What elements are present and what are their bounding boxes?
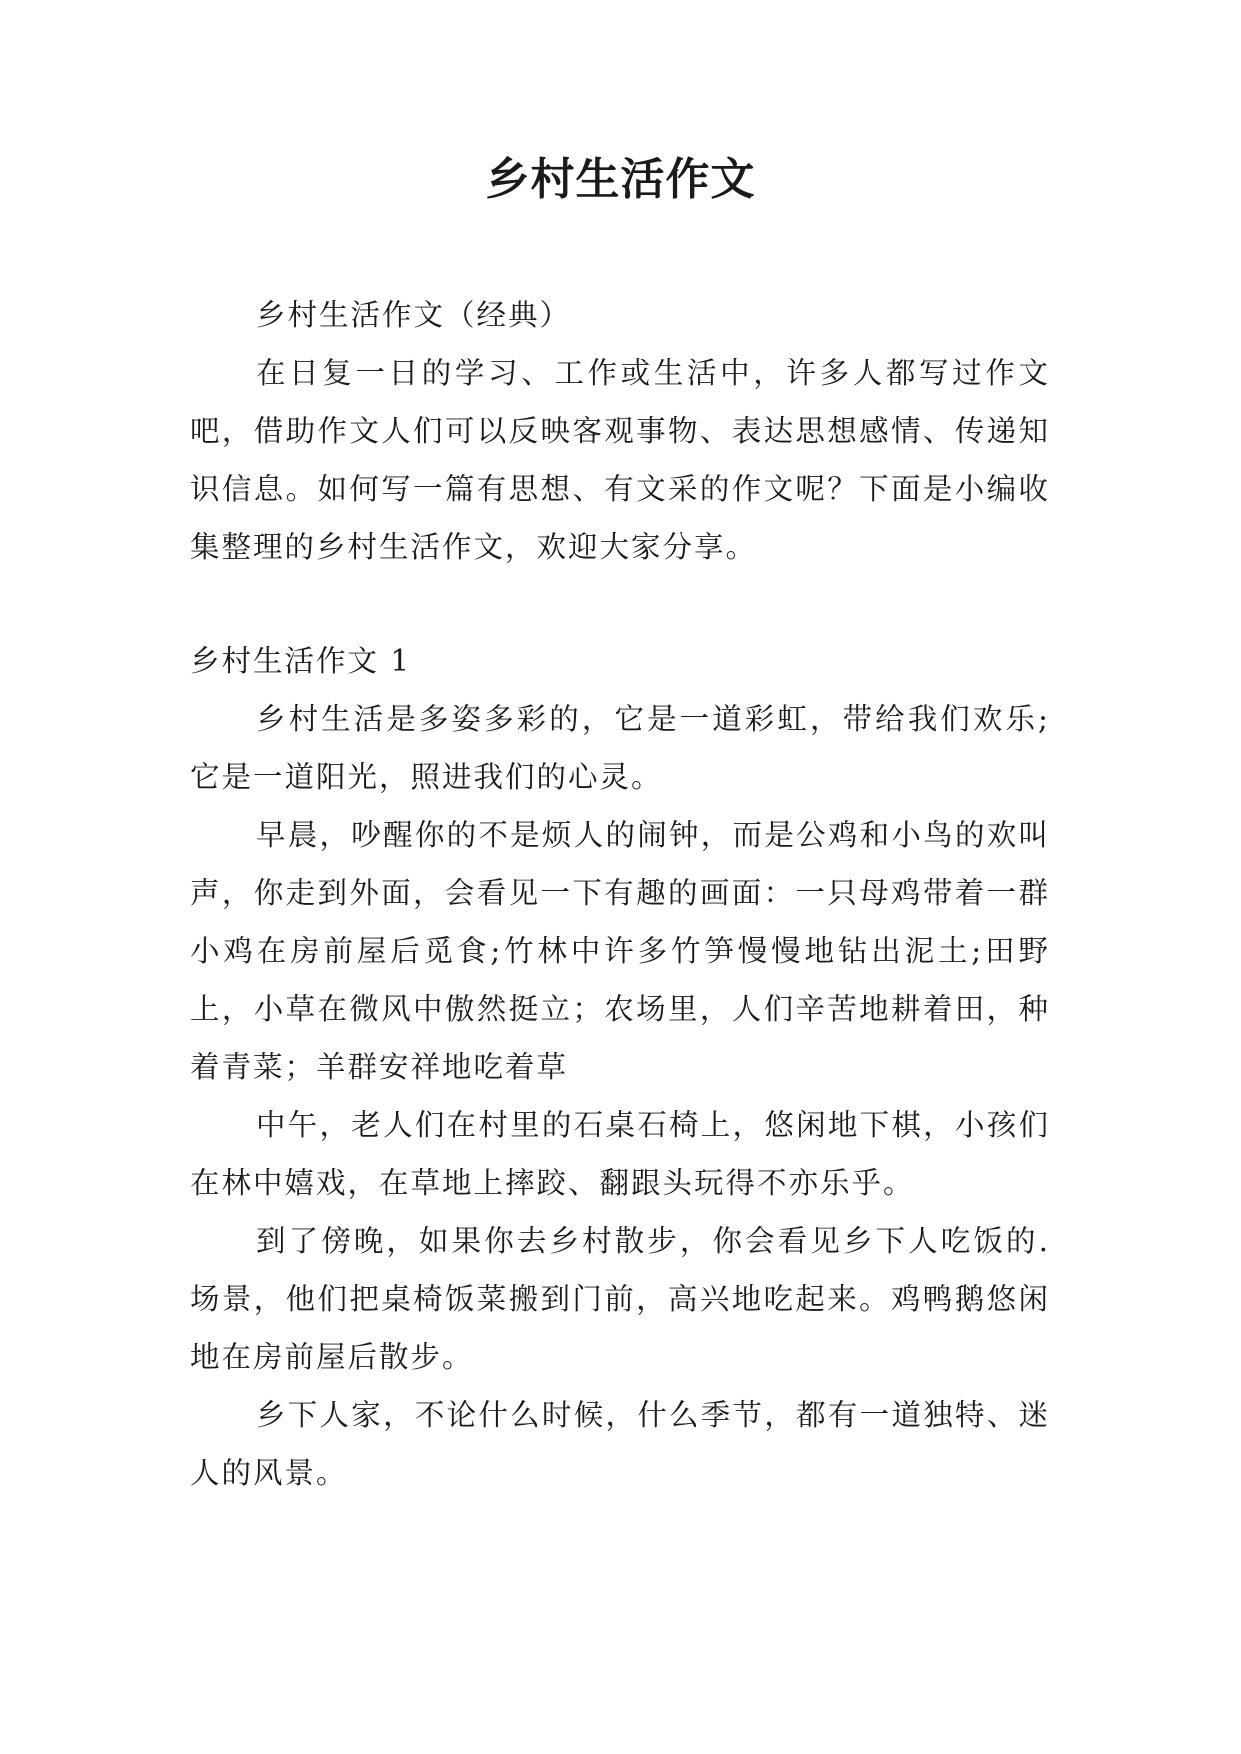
section-spacer [190, 576, 1050, 632]
intro-paragraph: 在日复一日的学习、工作或生活中，许多人都写过作文吧，借助作文人们可以反映客观事物、表达思想感情、传递知识信息。如何写一篇有思想、有文采的作文呢？下面是小编收集整理的乡村生活作文，欢迎大家分享。 [190, 356, 1050, 564]
section-heading: 乡村生活作文 1 [190, 644, 412, 678]
body-paragraph-1: 乡村生活是多姿多彩的，它是一道彩虹，带给我们欢乐;它是一道阳光，照进我们的心灵。 [190, 702, 1050, 794]
body-paragraph-5: 乡下人家，不论什么时候，什么季节，都有一道独特、迷人的风景。 [190, 1398, 1050, 1490]
document-title: 乡村生活作文 [485, 154, 756, 205]
body-paragraph-3: 中午，老人们在村里的石桌石椅上，悠闲地下棋，小孩们在林中嬉戏，在草地上摔跤、翻跟头玩得不亦乐乎。 [190, 1108, 1050, 1200]
document-body [190, 286, 1050, 1502]
body-paragraph-4: 到了傍晚，如果你去乡村散步，你会看见乡下人吃饭的.场景，他们把桌椅饭菜搬到门前，高兴地吃起来。鸡鸭鹅悠闲地在房前屋后散步。 [190, 1224, 1050, 1374]
body-paragraph-2: 早晨，吵醒你的不是烦人的闹钟，而是公鸡和小鸟的欢叫声，你走到外面，会看见一下有趣的画面：一只母鸡带着一群小鸡在房前屋后觅食;竹林中许多竹笋慢慢地钻出泥土;田野上，小草在微风中傲然挺立；农场里，人们辛苦地耕着田，种着青菜；羊群安祥地吃着草 [190, 818, 1050, 1084]
document-subtitle: 乡村生活作文（经典） [256, 298, 572, 332]
